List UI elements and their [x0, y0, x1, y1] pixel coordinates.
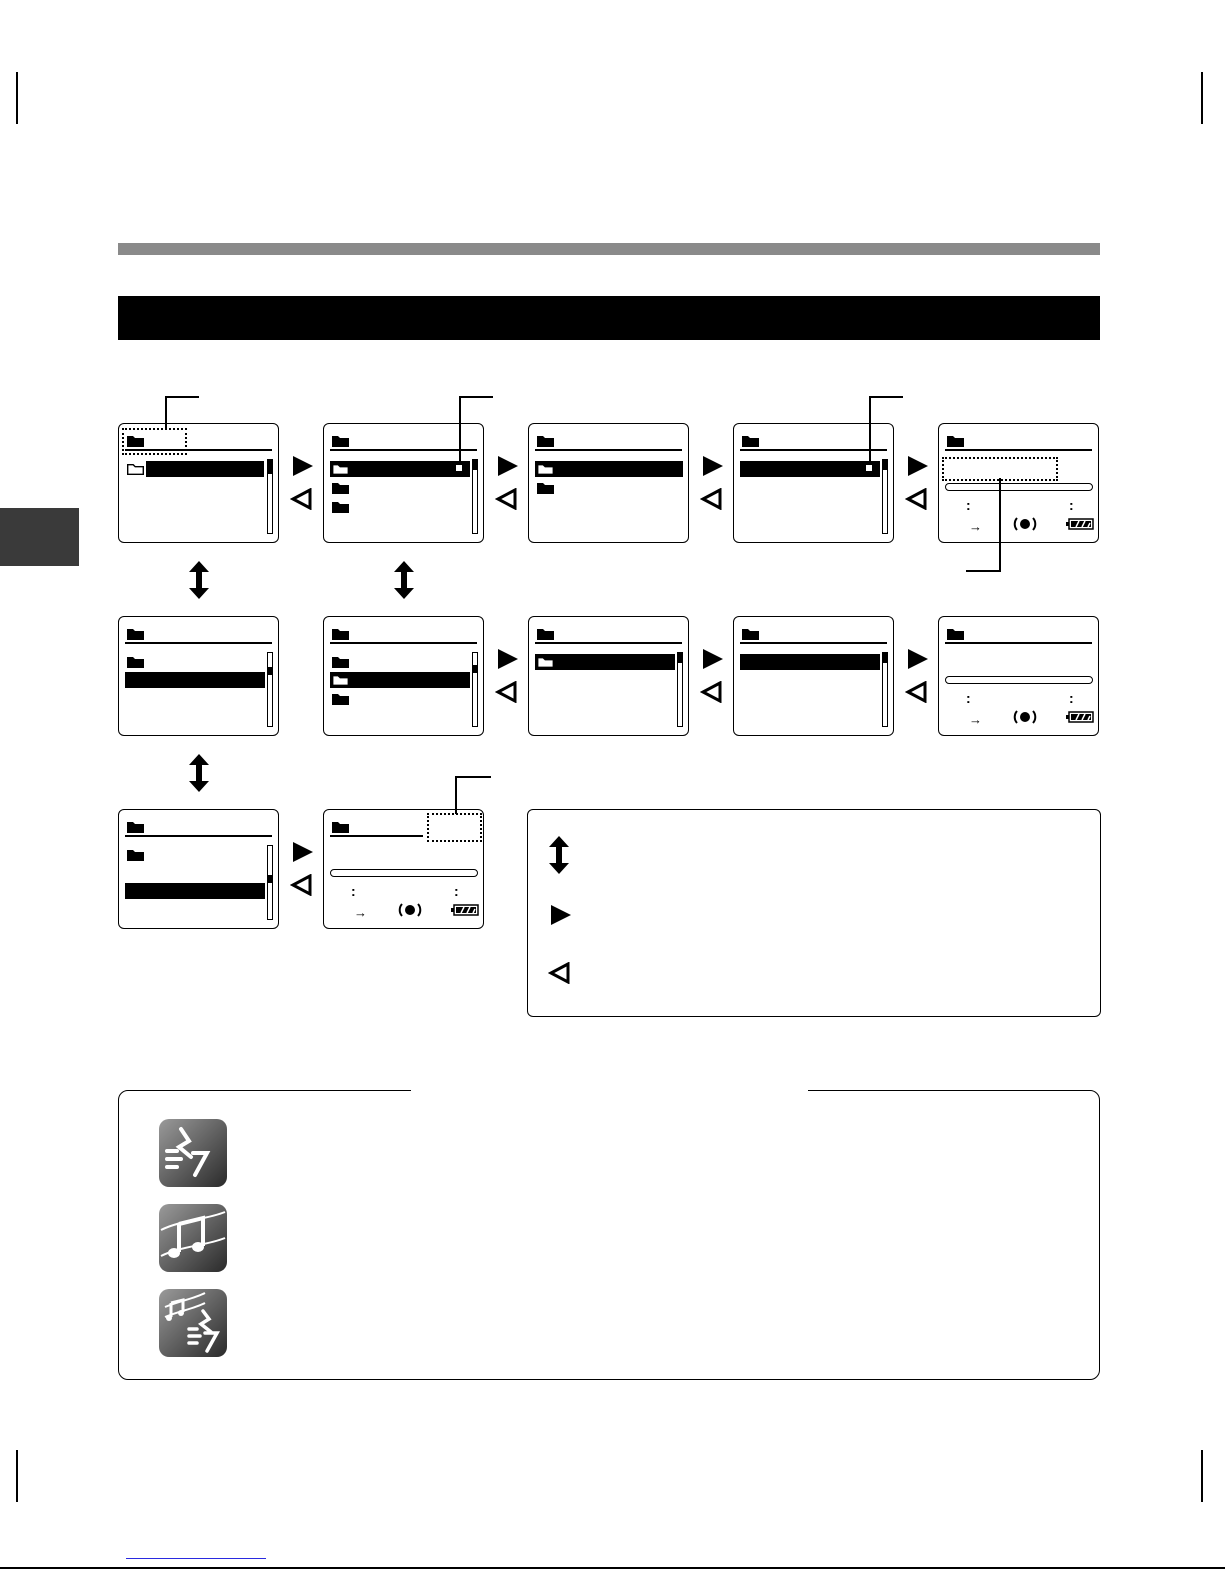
folder-icon — [537, 627, 554, 640]
highlight-dotted-box — [122, 428, 187, 455]
battery-icon — [1066, 711, 1094, 723]
play-right-arrow-icon — [907, 648, 929, 670]
callout-leader-line — [455, 776, 491, 778]
folder-icon — [127, 627, 144, 640]
up-down-arrow-icon — [548, 835, 570, 875]
folder-icon — [742, 434, 759, 447]
lcd-screen-playback-3: : : → — [323, 809, 484, 929]
footer-rule — [0, 1567, 1225, 1569]
folder-outline-icon — [537, 462, 554, 475]
back-left-arrow-icon — [700, 488, 722, 510]
playback-progress-bar — [330, 869, 478, 877]
lcd-screen-folder-list-2 — [323, 616, 484, 736]
back-left-arrow-icon — [548, 962, 570, 984]
section-title-bar — [118, 296, 1100, 340]
box-title-gap — [411, 1088, 808, 1094]
repeat-mode-icon — [396, 903, 424, 917]
playback-progress-bar — [945, 676, 1093, 684]
callout-leader-line — [455, 776, 457, 814]
lcd-screen-subfolder-2 — [528, 616, 689, 736]
play-right-arrow-icon — [550, 904, 572, 926]
back-left-arrow-icon — [905, 681, 927, 703]
back-left-arrow-icon — [495, 681, 517, 703]
play-right-arrow-icon — [292, 455, 314, 477]
voice-mode-icon — [159, 1119, 227, 1187]
folder-icon — [332, 692, 349, 705]
folder-outline-icon — [127, 462, 144, 475]
folder-icon — [127, 655, 144, 668]
section-gray-rule — [118, 243, 1100, 255]
callout-leader-line — [999, 478, 1001, 571]
folder-icon — [537, 481, 554, 494]
callout-leader-line — [459, 396, 461, 462]
lcd-screen-file-list-2 — [733, 616, 894, 736]
battery-icon — [1066, 518, 1094, 530]
battery-icon — [451, 904, 479, 916]
lcd-screen-folder-root — [118, 423, 279, 543]
lcd-screen-folder-root-3 — [118, 809, 279, 929]
play-right-arrow-icon — [292, 841, 314, 863]
folder-outline-icon — [332, 673, 349, 686]
lcd-screen-subfolder — [528, 423, 689, 543]
folder-icon — [332, 820, 349, 833]
folder-outline-icon — [332, 462, 349, 475]
crop-mark-bottom-right — [1201, 1450, 1203, 1502]
indicator-dotted-box — [427, 813, 482, 842]
crop-mark-top-right — [1201, 72, 1203, 124]
side-chapter-tab — [0, 508, 79, 566]
lcd-screen-playback-2: : : → — [938, 616, 1099, 736]
folder-icon — [332, 655, 349, 668]
crop-mark-bottom-left — [16, 1450, 18, 1502]
play-right-arrow-icon — [497, 455, 519, 477]
playback-progress-bar — [945, 483, 1093, 491]
back-left-arrow-icon — [495, 488, 517, 510]
crop-mark-top-left — [16, 72, 18, 124]
callout-leader-line — [165, 396, 167, 428]
repeat-mode-icon — [1011, 710, 1039, 724]
folder-icon — [947, 627, 964, 640]
back-left-arrow-icon — [700, 681, 722, 703]
lcd-screen-folder-root-2 — [118, 616, 279, 736]
callout-leader-line — [869, 396, 871, 462]
folder-icon — [127, 820, 144, 833]
folder-outline-icon — [537, 655, 554, 668]
repeat-mode-icon — [1011, 517, 1039, 531]
music-mode-icon — [159, 1204, 227, 1272]
callout-leader-line — [869, 396, 903, 398]
lcd-screen-playback: : : → — [938, 423, 1099, 543]
play-right-arrow-icon — [497, 648, 519, 670]
back-left-arrow-icon — [290, 488, 312, 510]
back-left-arrow-icon — [905, 488, 927, 510]
footer-link-underline — [126, 1558, 266, 1559]
mode-info-box — [118, 1090, 1100, 1380]
up-down-arrow-icon — [188, 560, 210, 600]
legend-box — [527, 809, 1101, 1017]
voice-music-mode-icon — [159, 1289, 227, 1357]
play-right-arrow-icon — [702, 648, 724, 670]
folder-icon — [742, 627, 759, 640]
folder-icon — [332, 500, 349, 513]
folder-icon — [947, 434, 964, 447]
play-right-arrow-icon — [702, 455, 724, 477]
folder-icon — [127, 848, 144, 861]
callout-leader-line — [165, 396, 199, 398]
folder-icon — [332, 627, 349, 640]
up-down-arrow-icon — [188, 753, 210, 793]
play-right-arrow-icon — [907, 455, 929, 477]
up-down-arrow-icon — [393, 560, 415, 600]
folder-icon — [332, 434, 349, 447]
folder-icon — [537, 434, 554, 447]
callout-leader-line — [459, 396, 493, 398]
back-left-arrow-icon — [290, 874, 312, 896]
folder-icon — [332, 481, 349, 494]
callout-leader-line — [966, 570, 1001, 572]
